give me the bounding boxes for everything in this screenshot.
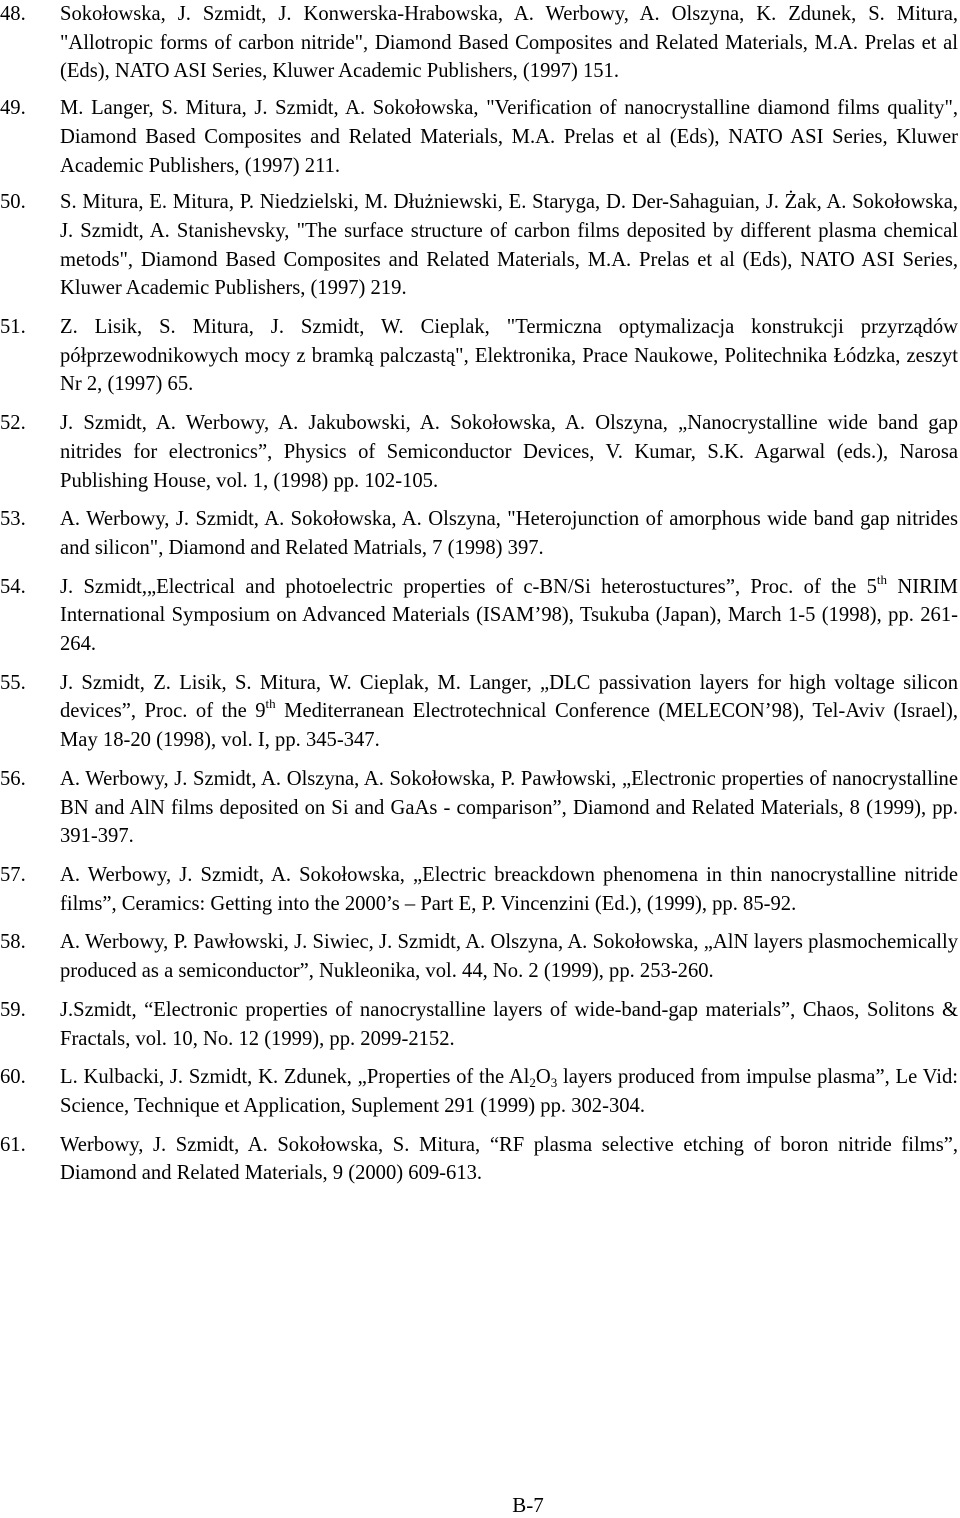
reference-text-part: J. Szmidt, Z. Lisik, S. Mitura, W. Cieplak, M. Langer, „DLC passivation layers for high voltage silicon devices”, Proc. of the 9 bbox=[60, 671, 958, 723]
reference-text: A. Werbowy, J. Szmidt, A. Sokołowska, A. Olszyna, "Heterojunction of amorphous wide band gap nitrides and silicon", Diamond and Related Matrials, 7 (1998) 397. bbox=[60, 508, 958, 559]
reference-61 bbox=[0, 1131, 960, 1188]
chemical-subscript: 3 bbox=[550, 1075, 558, 1091]
reference-number: 52. bbox=[0, 412, 26, 435]
reference-text: Z. Lisik, S. Mitura, J. Szmidt, W. Cieplak, "Termiczna optymalizacja konstrukcji przyrządów półprzewodnikowych mocy z bramką palczastą", Elektronika, Prace Naukowe, Politechnika Łódzka, zeszyt Nr 2, (1997) 65. bbox=[60, 316, 958, 396]
reference-number: 61. bbox=[0, 1133, 26, 1156]
reference-text: Sokołowska, J. Szmidt, J. Konwerska-Hrabowska, A. Werbowy, A. Olszyna, K. Zdunek, S. Mitura, "Allotropic forms of carbon nitride", Diamond Based Composites and Related Materials, M.A. Prelas et al (Eds), NATO ASI Series, Kluwer Academic Publishers, (1997) 151. bbox=[60, 3, 958, 83]
reference-text: M. Langer, S. Mitura, J. Szmidt, A. Sokołowska, "Verification of nanocrystalline diamond films quality", Diamond Based Composites and Related Materials, M.A. Prelas et al (Eds), NATO ASI Series, Kluwer Academic Publishers, (1997) 211. bbox=[60, 97, 958, 177]
reference-text-part: NIRIM International Symposium on Advanced Materials (ISAM’98), Tsukuba (Japan), March 1-5 (1998), pp. 261-264. bbox=[60, 575, 958, 656]
reference-text-part: O bbox=[535, 1066, 551, 1089]
reference-number: 50. bbox=[0, 191, 26, 214]
reference-53 bbox=[0, 505, 960, 562]
reference-text: J.Szmidt, “Electronic properties of nanocrystalline layers of wide-band-gap materials”, Chaos, Solitons & Fractals, vol. 10, No. 12 (1999), pp. 2099-2152. bbox=[60, 998, 958, 1050]
page-number: B-7 bbox=[512, 1493, 544, 1517]
reference-text: J. Szmidt, A. Werbowy, A. Jakubowski, A. Sokołowska, A. Olszyna, „Nanocrystalline wide band gap nitrides for electronics”, Physics of Semiconductor Devices, V. Kumar, S.K. Agarwal (eds.), Narosa Publishing House, vol. 1, (1998) pp. 102-105. bbox=[60, 412, 958, 492]
reference-51 bbox=[0, 313, 960, 399]
reference-text bbox=[60, 1063, 958, 1120]
reference-number: 55. bbox=[0, 671, 26, 694]
reference-58 bbox=[0, 928, 960, 985]
reference-59 bbox=[0, 996, 960, 1053]
reference-number: 60. bbox=[0, 1066, 26, 1089]
reference-text: Werbowy, J. Szmidt, A. Sokołowska, S. Mitura, “RF plasma selective etching of boron nitride films”, Diamond and Related Materials, 9 (2000) 609-613. bbox=[60, 1133, 958, 1185]
reference-text: A. Werbowy, J. Szmidt, A. Olszyna, A. Sokołowska, P. Pawłowski, „Electronic properties of nanocrystalline BN and AlN films deposited on Si and GaAs - comparison”, Diamond and Related Materials, 8 (1999), pp. 391-397. bbox=[60, 767, 958, 848]
reference-number: 48. bbox=[0, 3, 26, 25]
ordinal-superscript: th bbox=[876, 571, 888, 587]
ordinal-superscript: th bbox=[265, 696, 276, 712]
reference-50 bbox=[0, 188, 960, 303]
reference-number: 51. bbox=[0, 316, 26, 339]
reference-49 bbox=[0, 94, 960, 180]
reference-text: A. Werbowy, P. Pawłowski, J. Siwiec, J. Szmidt, A. Olszyna, A. Sokołowska, „AlN layers plasmochemically produced as a semiconductor”, Nukleonika, vol. 44, No. 2 (1999), pp. 253-260. bbox=[60, 931, 958, 983]
reference-text: A. Werbowy, J. Szmidt, A. Sokołowska, „Electric breackdown phenomena in thin nanocrystalline nitride films”, Ceramics: Getting into the 2000’s – Part E, P. Vincenzini (Ed.), (1999), pp. 85-92. bbox=[60, 863, 958, 915]
reference-number: 49. bbox=[0, 97, 26, 120]
reference-text-part: L. Kulbacki, J. Szmidt, K. Zdunek, „Properties of the Al bbox=[60, 1066, 530, 1089]
reference-text-part: Mediterranean Electrotechnical Conference (MELECON’98), Tel-Aviv (Israel), May 18-20 (1998), vol. I, pp. 345-347. bbox=[60, 700, 958, 752]
reference-60 bbox=[0, 1063, 960, 1120]
reference-number: 56. bbox=[0, 767, 26, 790]
chemical-subscript: 2 bbox=[529, 1075, 536, 1091]
page-footer bbox=[0, 1493, 960, 1517]
reference-number: 57. bbox=[0, 863, 26, 886]
reference-text: S. Mitura, E. Mitura, P. Niedzielski, M. Dłużniewski, E. Staryga, D. Der-Sahaguian, J. Żak, A. Sokołowska, J. Szmidt, A. Stanishevsky, "The surface structure of carbon films deposited by different plasma chemical metods", Diamond Based Composites and Related Materials, M.A. Prelas et al (Eds), NATO ASI Series, Kluwer Academic Publishers, (1997) 219. bbox=[60, 191, 958, 300]
reference-number: 58. bbox=[0, 931, 26, 954]
reference-text bbox=[60, 669, 958, 755]
reference-text bbox=[60, 573, 958, 659]
reference-52 bbox=[0, 409, 960, 495]
reference-54 bbox=[0, 573, 960, 659]
reference-56 bbox=[0, 765, 960, 851]
reference-48 bbox=[0, 0, 960, 86]
reference-text-part: J. Szmidt,„Electrical and photoelectric properties of c-BN/Si heterostuctures”, Proc. of the 5 bbox=[60, 575, 877, 598]
reference-55 bbox=[0, 669, 960, 755]
reference-number: 59. bbox=[0, 998, 26, 1021]
reference-number: 53. bbox=[0, 508, 26, 531]
reference-text-part: layers produced from impulse plasma”, Le Vid: Science, Technique et Application, Suplement 291 (1999) pp. 302-304. bbox=[60, 1066, 958, 1117]
reference-number: 54. bbox=[0, 575, 26, 598]
reference-57 bbox=[0, 861, 960, 918]
